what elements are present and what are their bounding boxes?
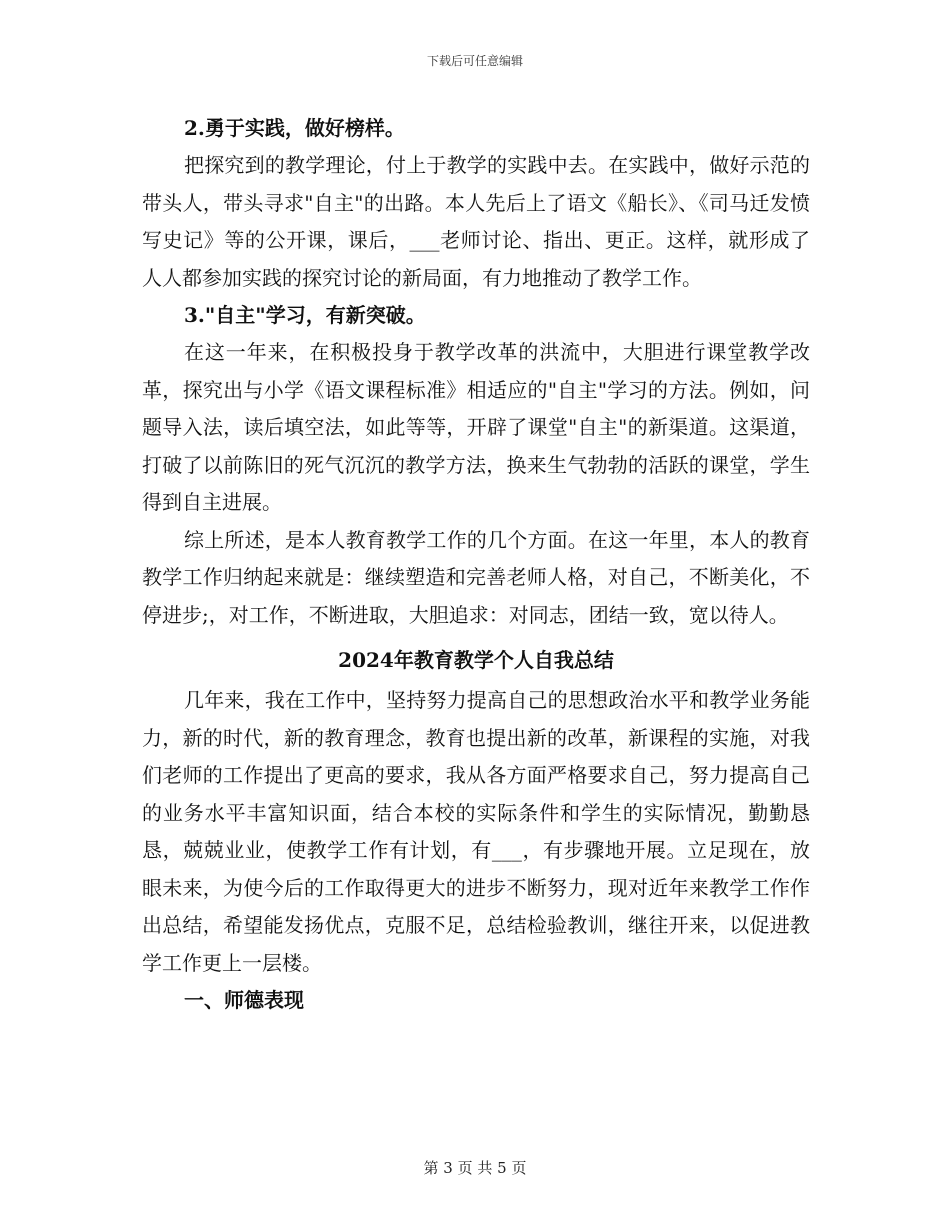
part-1-heading: 一、师德表现 <box>184 988 304 1012</box>
section-3-heading: 3."自主"学习，有新突破。 <box>184 303 426 327</box>
page-footer: 第 3 页 共 5 页 <box>423 1159 527 1177</box>
section-2-heading: 2.勇于实践，做好榜样。 <box>184 116 405 140</box>
section-2-paragraph: 把探究到的教学理论，付上于教学的实践中去。在实践中，做好示范的带头人，带头寻求"自主"的出路。本人先后上了语文《船长》、《司马迁发愤写史记》等的公开课，课后，___老师讨论、指出、更正。这样，就形成了人人都参加实践的探究讨论的新局面，有力地推动了教学工作。 <box>142 153 810 290</box>
section-3-paragraph: 在这一年来，在积极投身于教学改革的洪流中，大胆进行课堂教学改革，探究出与小学《语文课程标准》相适应的"自主"学习的方法。例如，问题导入法，读后填空法，如此等等，开辟了课堂"自主"的新渠道。这渠道，打破了以前陈旧的死气沉沉的教学方法，换来生气勃勃的活跃的课堂，学生得到自主进展。 <box>142 340 810 514</box>
document-body <box>142 110 810 1019</box>
summary-paragraph: 综上所述，是本人教育教学工作的几个方面。在这一年里，本人的教育教学工作归纳起来就是：继续塑造和完善老师人格，对自己，不断美化，不停进步;，对工作，不断进取，大胆追求：对同志，团结一致，宽以待人。 <box>142 527 810 627</box>
intro-paragraph: 几年来，我在工作中，坚持努力提高自己的思想政治水平和教学业务能力，新的时代，新的教育理念，教育也提出新的改革，新课程的实施，对我们老师的工作提出了更高的要求，我从各方面严格要求自己，努力提高自己的业务水平丰富知识面，结合本校的实际条件和学生的实际情况，勤勤恳恳，兢兢业业，使教学工作有计划，有___，有步骤地开展。立足现在，放眼未来，为使今后的工作取得更大的进步不断努力，现对近年来教学工作作出总结，希望能发扬优点，克服不足，总结检验教训，继往开来，以促进教学工作更上一层楼。 <box>142 688 810 975</box>
header-note: 下载后可任意编辑 <box>426 54 523 68</box>
document-title: 2024年教育教学个人自我总结 <box>338 648 614 672</box>
